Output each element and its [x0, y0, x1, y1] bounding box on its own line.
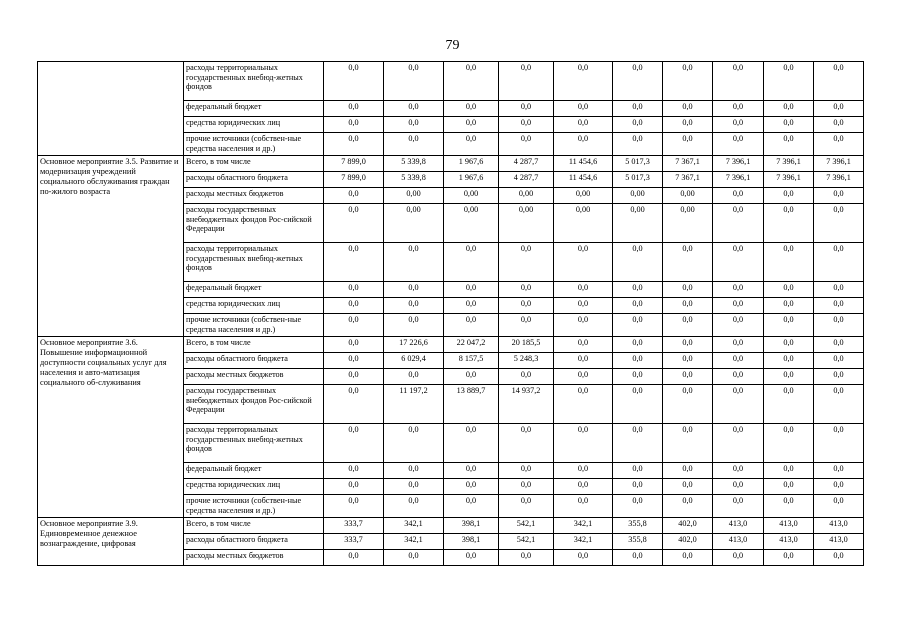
funding-source-cell: прочие источники (собствен-ные средства населения и др.)	[184, 314, 324, 337]
value-cell: 0,0	[444, 314, 499, 337]
value-cell: 0,0	[713, 282, 764, 298]
value-cell: 0,0	[554, 314, 613, 337]
value-cell: 0,0	[444, 62, 499, 101]
value-cell: 0,0	[814, 243, 864, 282]
value-cell: 0,0	[554, 243, 613, 282]
value-cell: 0,0	[663, 353, 713, 369]
value-cell: 0,0	[324, 337, 384, 353]
value-cell: 0,0	[444, 369, 499, 385]
value-cell: 0,00	[444, 188, 499, 204]
value-cell: 0,0	[444, 424, 499, 463]
value-cell: 0,0	[499, 117, 554, 133]
value-cell: 0,0	[444, 101, 499, 117]
value-cell: 333,7	[324, 534, 384, 550]
value-cell: 0,0	[713, 298, 764, 314]
value-cell: 0,0	[384, 479, 444, 495]
value-cell: 402,0	[663, 534, 713, 550]
value-cell: 0,0	[554, 282, 613, 298]
value-cell: 398,1	[444, 518, 499, 534]
value-cell: 0,0	[444, 495, 499, 518]
value-cell: 0,0	[814, 314, 864, 337]
funding-source-cell: средства юридических лиц	[184, 298, 324, 314]
value-cell: 0,0	[554, 550, 613, 566]
value-cell: 5 017,3	[613, 172, 663, 188]
value-cell: 0,0	[554, 337, 613, 353]
funding-source-cell: средства юридических лиц	[184, 479, 324, 495]
value-cell: 5 248,3	[499, 353, 554, 369]
value-cell: 342,1	[554, 534, 613, 550]
value-cell: 0,0	[613, 314, 663, 337]
value-cell: 333,7	[324, 518, 384, 534]
funding-source-cell: федеральный бюджет	[184, 463, 324, 479]
value-cell: 413,0	[764, 518, 814, 534]
value-cell: 0,0	[324, 463, 384, 479]
value-cell: 7 396,1	[764, 156, 814, 172]
value-cell: 0,0	[663, 495, 713, 518]
value-cell: 0,0	[764, 101, 814, 117]
value-cell: 0,0	[554, 117, 613, 133]
value-cell: 0,0	[613, 117, 663, 133]
value-cell: 0,0	[663, 298, 713, 314]
value-cell: 7 367,1	[663, 172, 713, 188]
funding-source-cell: расходы областного бюджета	[184, 534, 324, 550]
value-cell: 0,0	[499, 550, 554, 566]
value-cell: 8 157,5	[444, 353, 499, 369]
value-cell: 0,0	[324, 385, 384, 424]
value-cell: 0,0	[499, 463, 554, 479]
value-cell: 0,0	[384, 424, 444, 463]
value-cell: 0,0	[814, 337, 864, 353]
value-cell: 7 367,1	[663, 156, 713, 172]
value-cell: 0,00	[613, 188, 663, 204]
value-cell: 0,0	[663, 314, 713, 337]
value-cell: 0,00	[554, 204, 613, 243]
funding-source-cell: расходы территориальных государственных внебюд-жетных фондов	[184, 424, 324, 463]
value-cell: 342,1	[554, 518, 613, 534]
value-cell: 0,0	[554, 133, 613, 156]
value-cell: 0,0	[814, 62, 864, 101]
value-cell: 0,0	[713, 204, 764, 243]
value-cell: 1 967,6	[444, 172, 499, 188]
value-cell: 22 047,2	[444, 337, 499, 353]
funding-source-cell: средства юридических лиц	[184, 117, 324, 133]
value-cell: 0,00	[444, 204, 499, 243]
value-cell: 0,0	[499, 369, 554, 385]
value-cell: 0,0	[764, 298, 814, 314]
value-cell: 0,0	[814, 495, 864, 518]
table-row	[38, 62, 864, 101]
value-cell: 0,0	[613, 353, 663, 369]
value-cell: 0,0	[384, 282, 444, 298]
value-cell: 0,0	[713, 385, 764, 424]
value-cell: 542,1	[499, 534, 554, 550]
value-cell: 413,0	[713, 518, 764, 534]
value-cell: 0,0	[764, 243, 814, 282]
value-cell: 0,0	[814, 101, 864, 117]
value-cell: 0,0	[324, 101, 384, 117]
value-cell: 0,0	[713, 479, 764, 495]
value-cell: 0,0	[384, 243, 444, 282]
value-cell: 0,0	[663, 133, 713, 156]
table-row	[38, 156, 864, 172]
value-cell: 0,0	[384, 550, 444, 566]
value-cell: 0,0	[814, 463, 864, 479]
value-cell: 0,0	[324, 243, 384, 282]
funding-source-cell: расходы государственных внебюджетных фондов Рос-сийской Федерации	[184, 204, 324, 243]
value-cell: 0,0	[444, 282, 499, 298]
value-cell: 0,0	[554, 385, 613, 424]
value-cell: 0,0	[324, 298, 384, 314]
value-cell: 398,1	[444, 534, 499, 550]
value-cell: 355,8	[613, 518, 663, 534]
value-cell: 0,0	[713, 314, 764, 337]
value-cell: 0,0	[554, 369, 613, 385]
funding-source-cell: Всего, в том числе	[184, 337, 324, 353]
value-cell: 0,0	[663, 385, 713, 424]
value-cell: 0,0	[444, 117, 499, 133]
value-cell: 0,00	[384, 204, 444, 243]
value-cell: 7 396,1	[713, 172, 764, 188]
value-cell: 0,0	[663, 369, 713, 385]
value-cell: 0,0	[384, 495, 444, 518]
value-cell: 0,0	[613, 424, 663, 463]
value-cell: 7 899,0	[324, 156, 384, 172]
value-cell: 0,0	[613, 298, 663, 314]
value-cell: 0,0	[444, 298, 499, 314]
value-cell: 0,0	[384, 314, 444, 337]
value-cell: 0,0	[663, 550, 713, 566]
funding-source-cell: Всего, в том числе	[184, 156, 324, 172]
value-cell: 0,00	[613, 204, 663, 243]
value-cell: 0,0	[324, 188, 384, 204]
value-cell: 0,0	[814, 369, 864, 385]
value-cell: 0,0	[713, 337, 764, 353]
value-cell: 0,0	[713, 62, 764, 101]
value-cell: 0,0	[814, 133, 864, 156]
value-cell: 0,0	[499, 495, 554, 518]
value-cell: 0,00	[663, 204, 713, 243]
value-cell: 0,0	[814, 424, 864, 463]
value-cell: 0,0	[613, 385, 663, 424]
value-cell: 0,0	[499, 298, 554, 314]
funding-source-cell: федеральный бюджет	[184, 282, 324, 298]
value-cell: 0,0	[613, 369, 663, 385]
value-cell: 0,0	[554, 101, 613, 117]
funding-source-cell: расходы областного бюджета	[184, 172, 324, 188]
value-cell: 5 339,8	[384, 172, 444, 188]
value-cell: 0,0	[324, 495, 384, 518]
value-cell: 0,0	[324, 314, 384, 337]
value-cell: 0,0	[764, 369, 814, 385]
value-cell: 0,0	[384, 62, 444, 101]
value-cell: 0,0	[384, 369, 444, 385]
value-cell: 0,0	[444, 243, 499, 282]
value-cell: 0,0	[814, 550, 864, 566]
value-cell: 0,0	[384, 133, 444, 156]
value-cell: 0,0	[663, 243, 713, 282]
value-cell: 0,00	[384, 188, 444, 204]
value-cell: 0,0	[324, 353, 384, 369]
funding-source-cell: расходы местных бюджетов	[184, 550, 324, 566]
value-cell: 0,0	[384, 117, 444, 133]
value-cell: 0,0	[613, 243, 663, 282]
value-cell: 0,0	[764, 353, 814, 369]
value-cell: 11 197,2	[384, 385, 444, 424]
funding-source-cell: расходы местных бюджетов	[184, 188, 324, 204]
value-cell: 0,00	[663, 188, 713, 204]
value-cell: 413,0	[713, 534, 764, 550]
value-cell: 0,0	[554, 62, 613, 101]
value-cell: 0,0	[663, 424, 713, 463]
value-cell: 0,0	[554, 463, 613, 479]
value-cell: 413,0	[764, 534, 814, 550]
value-cell: 0,0	[814, 479, 864, 495]
value-cell: 0,0	[499, 243, 554, 282]
value-cell: 0,0	[613, 101, 663, 117]
value-cell: 0,0	[764, 385, 814, 424]
value-cell: 0,0	[324, 133, 384, 156]
funding-source-cell: расходы государственных внебюджетных фондов Рос-сийской Федерации	[184, 385, 324, 424]
value-cell: 0,0	[663, 101, 713, 117]
value-cell: 0,0	[384, 101, 444, 117]
value-cell: 0,0	[554, 495, 613, 518]
value-cell: 0,0	[554, 479, 613, 495]
value-cell: 0,0	[324, 479, 384, 495]
value-cell: 0,0	[713, 369, 764, 385]
value-cell: 0,0	[324, 369, 384, 385]
value-cell: 0,0	[814, 204, 864, 243]
value-cell: 0,0	[554, 298, 613, 314]
value-cell: 0,0	[764, 495, 814, 518]
value-cell: 0,0	[713, 133, 764, 156]
value-cell: 7 899,0	[324, 172, 384, 188]
value-cell: 0,0	[613, 495, 663, 518]
value-cell: 0,00	[499, 188, 554, 204]
value-cell: 0,0	[764, 117, 814, 133]
value-cell: 0,0	[324, 204, 384, 243]
value-cell: 0,0	[764, 424, 814, 463]
value-cell: 0,0	[613, 62, 663, 101]
value-cell: 0,0	[613, 463, 663, 479]
value-cell: 0,0	[499, 62, 554, 101]
value-cell: 13 889,7	[444, 385, 499, 424]
value-cell: 402,0	[663, 518, 713, 534]
value-cell: 7 396,1	[814, 172, 864, 188]
value-cell: 0,0	[324, 550, 384, 566]
activity-cell: Основное мероприятие 3.5. Развитие и модернизация учреждений социального обслуживания граждан по-жилого возраста	[38, 156, 184, 337]
funding-source-cell: прочие источники (собствен-ные средства населения и др.)	[184, 495, 324, 518]
value-cell: 0,0	[444, 463, 499, 479]
value-cell: 0,0	[764, 133, 814, 156]
value-cell: 7 396,1	[713, 156, 764, 172]
value-cell: 5 017,3	[613, 156, 663, 172]
value-cell: 342,1	[384, 534, 444, 550]
value-cell: 0,00	[499, 204, 554, 243]
value-cell: 0,0	[764, 337, 814, 353]
value-cell: 0,0	[444, 479, 499, 495]
value-cell: 542,1	[499, 518, 554, 534]
value-cell: 0,0	[663, 463, 713, 479]
value-cell: 0,0	[713, 353, 764, 369]
value-cell: 0,0	[663, 282, 713, 298]
value-cell: 0,0	[324, 424, 384, 463]
value-cell: 14 937,2	[499, 385, 554, 424]
funding-source-cell: расходы местных бюджетов	[184, 369, 324, 385]
value-cell: 0,0	[663, 337, 713, 353]
funding-source-cell: расходы территориальных государственных внебюд-жетных фондов	[184, 243, 324, 282]
value-cell: 0,0	[613, 282, 663, 298]
value-cell: 7 396,1	[764, 172, 814, 188]
value-cell: 6 029,4	[384, 353, 444, 369]
value-cell: 413,0	[814, 534, 864, 550]
value-cell: 413,0	[814, 518, 864, 534]
value-cell: 0,0	[324, 62, 384, 101]
value-cell: 0,0	[499, 424, 554, 463]
value-cell: 0,0	[713, 550, 764, 566]
value-cell: 20 185,5	[499, 337, 554, 353]
value-cell: 0,0	[499, 282, 554, 298]
activity-cell: Основное мероприятие 3.6. Повышение информационной доступности социальных услуг для населения и авто-матизация социального об-служивания	[38, 337, 184, 518]
value-cell: 0,0	[764, 282, 814, 298]
value-cell: 0,0	[554, 424, 613, 463]
value-cell: 0,0	[814, 298, 864, 314]
value-cell: 355,8	[613, 534, 663, 550]
value-cell: 0,0	[764, 550, 814, 566]
value-cell: 0,0	[444, 550, 499, 566]
table-row	[38, 518, 864, 534]
value-cell: 0,0	[814, 385, 864, 424]
value-cell: 17 226,6	[384, 337, 444, 353]
value-cell: 0,0	[499, 314, 554, 337]
table-row	[38, 337, 864, 353]
budget-table	[37, 61, 864, 566]
value-cell: 11 454,6	[554, 156, 613, 172]
value-cell: 4 287,7	[499, 172, 554, 188]
funding-source-cell: расходы областного бюджета	[184, 353, 324, 369]
table-body	[38, 62, 864, 566]
value-cell: 0,0	[713, 463, 764, 479]
value-cell: 0,0	[713, 117, 764, 133]
value-cell: 0,0	[444, 133, 499, 156]
value-cell: 0,0	[713, 495, 764, 518]
funding-source-cell: Всего, в том числе	[184, 518, 324, 534]
value-cell: 0,0	[713, 188, 764, 204]
value-cell: 0,0	[764, 62, 814, 101]
value-cell: 0,0	[663, 479, 713, 495]
value-cell: 0,0	[764, 463, 814, 479]
value-cell: 0,0	[613, 550, 663, 566]
page-number: 79	[445, 38, 460, 53]
value-cell: 0,0	[499, 101, 554, 117]
value-cell: 0,0	[764, 479, 814, 495]
value-cell: 0,0	[663, 117, 713, 133]
value-cell: 0,0	[764, 204, 814, 243]
value-cell: 0,0	[499, 479, 554, 495]
value-cell: 0,0	[814, 353, 864, 369]
value-cell: 0,0	[324, 282, 384, 298]
value-cell: 0,0	[713, 101, 764, 117]
value-cell: 0,0	[814, 282, 864, 298]
value-cell: 0,0	[554, 353, 613, 369]
value-cell: 0,0	[613, 337, 663, 353]
activity-cell: Основное мероприятие 3.9. Единовременное денежное вознаграждение, цифровая	[38, 518, 184, 566]
value-cell: 0,0	[613, 133, 663, 156]
value-cell: 0,0	[713, 424, 764, 463]
value-cell: 0,0	[384, 463, 444, 479]
value-cell: 0,0	[499, 133, 554, 156]
value-cell: 7 396,1	[814, 156, 864, 172]
funding-source-cell: прочие источники (собствен-ные средства населения и др.)	[184, 133, 324, 156]
value-cell: 0,0	[814, 117, 864, 133]
value-cell: 11 454,6	[554, 172, 613, 188]
value-cell: 0,0	[324, 117, 384, 133]
funding-source-cell: федеральный бюджет	[184, 101, 324, 117]
value-cell: 0,00	[554, 188, 613, 204]
funding-source-cell: расходы территориальных государственных внебюд-жетных фондов	[184, 62, 324, 101]
value-cell: 4 287,7	[499, 156, 554, 172]
value-cell: 0,0	[663, 62, 713, 101]
value-cell: 5 339,8	[384, 156, 444, 172]
value-cell: 0,0	[814, 188, 864, 204]
value-cell: 1 967,6	[444, 156, 499, 172]
value-cell: 0,0	[613, 479, 663, 495]
value-cell: 0,0	[764, 314, 814, 337]
value-cell: 0,0	[764, 188, 814, 204]
value-cell: 342,1	[384, 518, 444, 534]
activity-cell	[38, 62, 184, 156]
value-cell: 0,0	[384, 298, 444, 314]
value-cell: 0,0	[713, 243, 764, 282]
